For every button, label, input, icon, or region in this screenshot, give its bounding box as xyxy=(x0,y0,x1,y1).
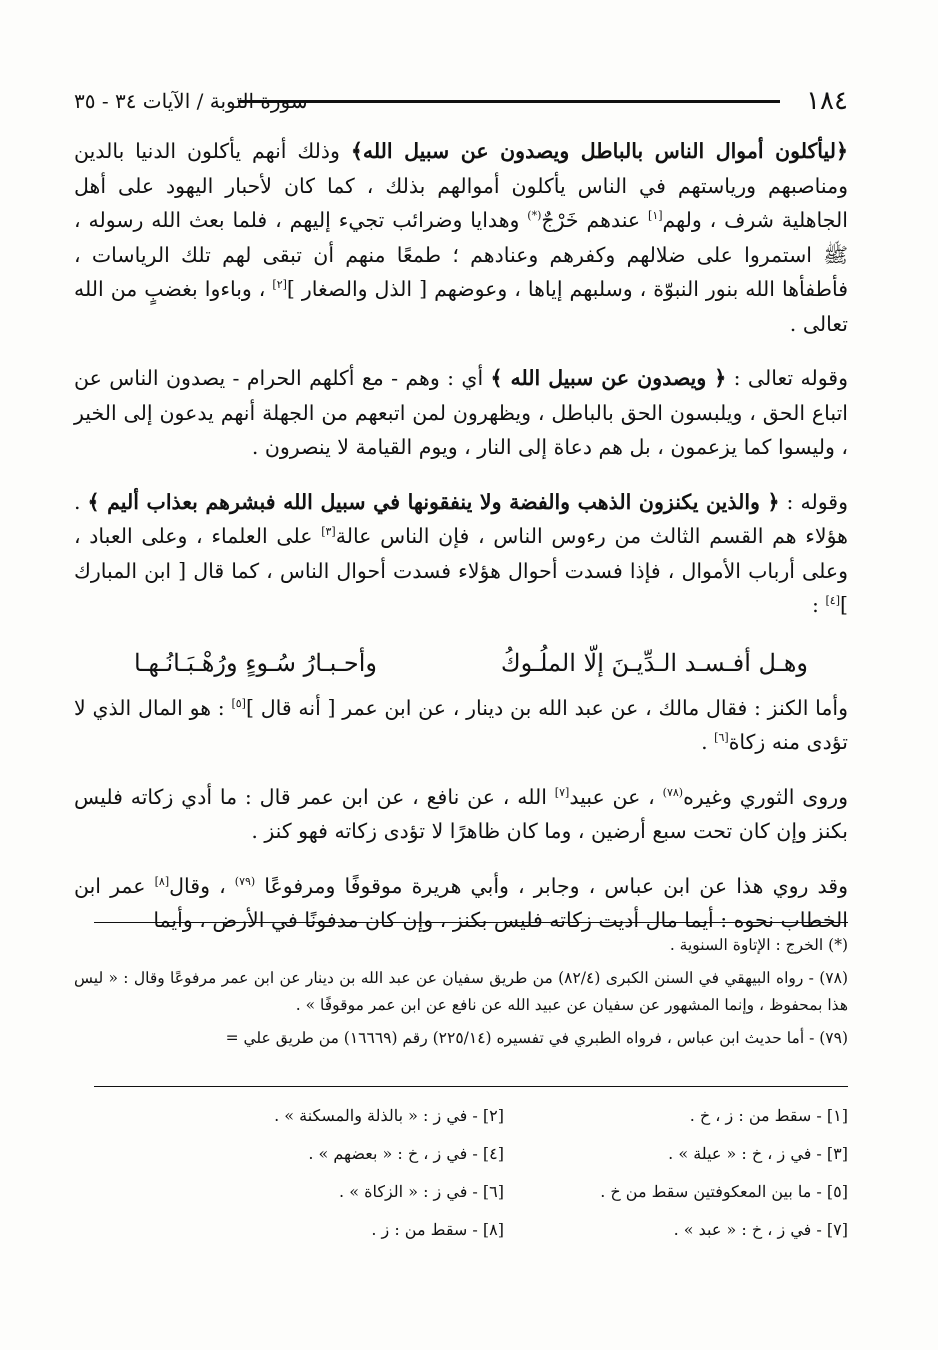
variant-note: [٥] - ما بين المعكوفتين سقط من خ . xyxy=(600,1182,848,1201)
quran-bracket-close: ﴾ xyxy=(490,366,503,390)
paragraph-4 xyxy=(74,691,848,760)
paragraph-2 xyxy=(74,361,848,465)
quran-quote: ليأكلون أموال الناس بالباطل ويصدون عن سبيل الله xyxy=(362,139,836,163)
footnote-78: (٧٨) - رواه البيهقي في السنن الكبرى (٨٢/٤) من طريق سفيان عن عبد الله بن دينار عن ابن عمر مرفوعًا وقال : « ليس هذا بمحفوظ ، وإنما المشهور عن سفيان عن عبيد الله عن نافع عن ابن عمر موقوفًا » . xyxy=(74,969,849,1014)
footnote-ref-5: [٥] xyxy=(231,696,246,710)
quran-bracket-open: ﴿ xyxy=(714,366,727,390)
variant-note: [٣] - في ز ، خ : « عيلة » . xyxy=(668,1144,848,1163)
surah-title: سورة التوبة / الآيات ٣٤ - ٣٥ xyxy=(74,89,308,113)
manuscript-variants xyxy=(160,1102,848,1244)
quran-bracket-open: ﴿ xyxy=(835,139,848,163)
page-number: ١٨٤ xyxy=(806,86,848,116)
hadith-ref-79: (٧٩) xyxy=(234,874,256,888)
footnote-ref-6: [٦] xyxy=(714,731,729,745)
text: وقوله : xyxy=(779,489,848,514)
text: وقوله تعالى : xyxy=(726,366,848,390)
footnote-ref-1: [١] xyxy=(648,209,663,223)
footnote-79: (٧٩) - أما حديث ابن عباس ، فرواه الطبري في تفسيره (٢٢٥/١٤) رقم (١٦٦٦٩) من طريق علي = xyxy=(225,1029,848,1047)
text: وأما الكنز : فقال مالك ، عن عبد الله بن دينار ، عن ابن عمر [ أنه قال ] xyxy=(245,695,849,720)
paragraph-6 xyxy=(74,869,848,938)
text: وهدايا وضرائب تجيء إليهم ، فلما بعث الله رسوله ، ﷺ استمروا على ضلالهم وكفرهم وعنادهم ؛ طمعًا منهم أن تبقى لهم تلك الرياسات ، فأطفأها الله بنور النبوّة ، وسلبهم إياها ، وعوضهم [ الذل والصغار ] xyxy=(74,208,848,301)
text: عمر ابن الخطاب نحوه : أيما مال أديت زكاته فليس بكنز ، وإن كان مدفونًا في الأرض ، وأيما xyxy=(74,873,848,932)
main-text xyxy=(74,134,848,958)
footnote-star: (*) الخرج : الإتاوة السنوية . xyxy=(669,936,848,954)
text: عندهم خَرْجٌ xyxy=(541,208,649,232)
text: وروى الثوري وغيره xyxy=(683,784,848,809)
text: ، عن عبيد xyxy=(569,784,663,809)
verse-first-hemistich: وهـل أفـسـد الـدِّيـنَ إلّا الملُـوكُ xyxy=(500,648,808,677)
variant-note: [٨] - سقط من : ز . xyxy=(371,1220,504,1239)
text: وقد روي هذا عن ابن عباس ، وجابر ، وأبي هريرة موقوفًا ومرفوعًا xyxy=(255,873,848,898)
text: أي : وهم - مع أكلهم الحرام - يصدون الناس عن اتباع الحق ، ويلبسون الحق بالباطل ، ويظهرون لمن اتبعهم من الجهلة أنهم يدعون إلى الخير ، وليسوا كما يزعمون ، بل هم دعاة إلى النار ، ويوم القيامة لا ينصرون . xyxy=(74,366,848,459)
quran-quote: ويصدون عن سبيل الله xyxy=(502,366,715,390)
header-rule xyxy=(238,100,780,103)
text: على العلماء ، وعلى العباد ، وعلى أرباب الأموال ، فإذا فسدت أحوال هؤلاء فسدت أحوال الناس ، كما قال [ ابن المبارك ] xyxy=(74,524,848,617)
quran-bracket-close: ﴾ xyxy=(350,139,363,163)
text: ، وقال xyxy=(169,873,235,898)
text: . هؤلاء هم القسم الثالث من رءوس الناس ، فإن الناس عالة xyxy=(74,489,848,548)
variants-separator xyxy=(94,1086,848,1087)
text: : xyxy=(812,593,826,617)
footnote-ref-7: [٧] xyxy=(554,785,570,799)
paragraph-3 xyxy=(74,485,848,623)
footnotes xyxy=(74,932,848,1058)
variant-note: [٦] - في ز : « الزكاة » . xyxy=(339,1182,504,1201)
text: : هو المال الذي لا تؤدى منه زكاة xyxy=(74,695,848,754)
footnote-ref-2: [٢] xyxy=(272,278,287,292)
footnote-ref-3: [٣] xyxy=(321,525,336,539)
paragraph-5 xyxy=(74,780,848,849)
variant-note: [١] - سقط من : ز ، خ . xyxy=(689,1106,848,1125)
variant-note: [٢] - في ز : « بالذلة والمسكنة » . xyxy=(274,1106,504,1125)
footnotes-separator xyxy=(94,922,848,923)
text: . xyxy=(701,730,715,754)
quran-quote: والذين يكنزون الذهب والفضة ولا ينفقونها في سبيل الله فبشرهم بعذاب أليم xyxy=(99,489,768,514)
footnote-ref-8: [٨] xyxy=(154,874,170,888)
paragraph-1 xyxy=(74,134,848,341)
text: ، وباءوا بغضبٍ من الله تعالى . xyxy=(74,277,848,336)
verse-second-hemistich: وأحـبـارُ سُـوءٍ ورُهْـبَـانُـهـا xyxy=(134,648,377,677)
hadith-ref-78: (٧٨) xyxy=(662,785,684,799)
variant-note: [٤] - في ز ، خ : « بعضهم » . xyxy=(308,1144,504,1163)
quran-bracket-open: ﴿ xyxy=(767,489,780,514)
variant-note: [٧] - في ز ، خ : « عبد » . xyxy=(673,1220,848,1239)
footnote-ref-star: (*) xyxy=(527,209,542,223)
footnote-ref-4: [٤] xyxy=(825,594,840,608)
poetry-verse xyxy=(134,643,808,683)
text: وذلك أنهم يأكلون الدنيا بالدين ومناصبهم ورياستهم في الناس يأكلون أموالهم بذلك ، كما كان لأحبار اليهود على أهل الجاهلية شرف ، ولهم xyxy=(74,139,848,232)
text: الله ، عن نافع ، عن ابن عمر قال : ما أدي زكاته فليس بكنز وإن كان تحت سبع أرضين ، وما كان ظاهرًا لا تؤدى زكاته فهو كنز . xyxy=(74,784,848,843)
quran-bracket-close: ﴾ xyxy=(87,489,100,514)
